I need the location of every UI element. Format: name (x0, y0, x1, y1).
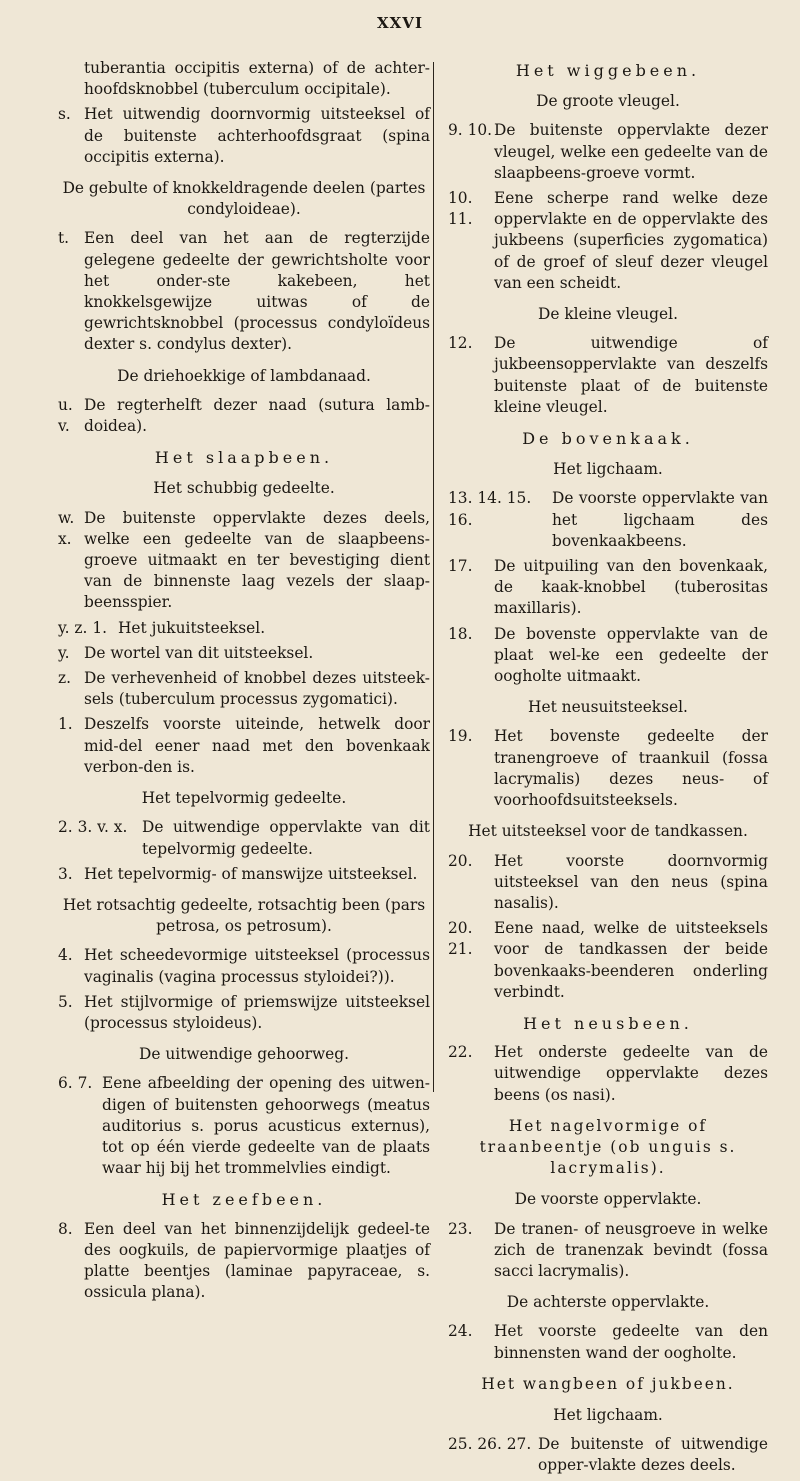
entry (448, 918, 768, 1003)
entry (448, 1219, 768, 1283)
entry (448, 1321, 768, 1363)
entry (58, 668, 430, 710)
entry (448, 488, 768, 552)
entry-number: 3. (58, 864, 73, 883)
entry-number: 20. 21. (448, 919, 473, 959)
entry (448, 1042, 768, 1106)
entry-text: De tranen- of neusgroeve in welke zich de tranenzak bevindt (fossa sacci lacrymalis). (494, 1219, 768, 1280)
entry (58, 395, 430, 437)
entry-number: s. (58, 105, 71, 124)
entry-number: u. v. (58, 395, 73, 436)
entry (58, 864, 430, 885)
entry (58, 228, 430, 355)
section-heading: Het ligchaam. (553, 460, 663, 479)
entry-number: 17. (448, 557, 473, 576)
entry-text: De uitwendige of jukbeensoppervlakte van deszelfs buitenste plaat of de buitenste kleine vleugel. (494, 334, 768, 416)
bone-heading: Het nagelvormige of traanbeentje (ob unguis s. lacrymalis). (479, 1116, 737, 1178)
section-heading: Het schubbig gedeelte. (153, 479, 335, 498)
entry (448, 624, 768, 688)
entry-text: Het bovenste gedeelte der tranengroeve of traankuil (fossa lacrymalis) dezes neus- of voorhoofdsuitsteeksels. (494, 727, 768, 810)
entry-text: Eene afbeelding der opening des uitwen-digen of buitensten gehoorwegs (meatus auditorius s. porus acusticus externus), tot op één vierde gedeelte van de plaats waar hij bij het trommelvlies eindigt. (102, 1074, 430, 1178)
section-heading: Het ligchaam. (553, 1405, 663, 1424)
entry-text: Het uitwendig doornvormig uitsteeksel of de buitenste achterhoofdsgraat (spina occipitis externa). (84, 105, 430, 166)
section-heading: De voorste oppervlakte. (514, 1190, 702, 1209)
entry-text: De uitwendige oppervlakte van dit tepelvormig gedeelte. (142, 818, 430, 858)
paragraph: tuberantia occipitis externa) of de achter-hoofdsknobbel (tuberculum occipitale). (84, 59, 430, 99)
entry-text: De wortel van dit uitsteeksel. (84, 643, 314, 662)
entry (448, 120, 768, 184)
entry-number: 2. 3. v. x. (58, 818, 128, 837)
column-divider (433, 62, 434, 1092)
entry-number: 9. 10. (448, 121, 493, 140)
entry-number: 10. 11. (448, 189, 473, 229)
section-heading: De gebulte of knokkeldragende deelen (partes condyloideae). (62, 179, 426, 219)
right-column (448, 58, 768, 1481)
entry-number: w. x. (58, 508, 75, 548)
bone-heading: Het wangbeen of jukbeen. (481, 1374, 735, 1393)
entry-text: De buitenste of uitwendige opper-vlakte dezes deels. (538, 1435, 768, 1475)
entry-number: 20. (448, 851, 473, 870)
entry-number: 5. (58, 992, 73, 1011)
entry-text: Een deel van het binnenzijdelijk gedeel-te des oogkuils, de papiervormige plaatjes of platte beentjes (laminae papyraceae, s. ossicula plana). (84, 1219, 430, 1302)
entry-text: Het voorste gedeelte van den binnensten wand der oogholte. (494, 1322, 768, 1362)
entry (58, 1073, 430, 1179)
section-heading: De achterste oppervlakte. (506, 1293, 710, 1312)
entry (58, 508, 430, 614)
entry-number: 23. (448, 1219, 473, 1238)
page-number: XXVI (377, 14, 423, 32)
entry-number: 18. (448, 624, 473, 643)
entry-text: De regterhelft dezer naad (sutura lamb-doidea). (84, 395, 430, 436)
bone-heading: Het zeefbeen. (161, 1190, 327, 1210)
entry-text: Het jukuitsteeksel. (118, 618, 266, 637)
bone-heading: Het slaapbeen. (154, 448, 334, 468)
entry-text: De buitenste oppervlakte dezes deels, welke een gedeelte van de slaapbeens-groeve uitmaakt en ter bevestiging dient van de binnenste laag vezels der slaap-beensspier. (84, 508, 430, 612)
entry (448, 1434, 768, 1476)
entry (448, 333, 768, 418)
entry (58, 643, 430, 664)
entry-text: Het stijlvormige of priemswijze uitsteeksel (processus styloideus). (84, 992, 430, 1032)
entry (58, 104, 430, 168)
entry-text: Het voorste doornvormig uitsteeksel van den neus (spina nasalis). (494, 851, 768, 912)
entry (448, 188, 768, 294)
entry-number: 19. (448, 727, 473, 746)
entry-text: Een deel van het aan de regterzijde gelegene gedeelte der gewrichtsholte voor het onder-ste kakebeen, het knokkelsgewijze uitwas of de gewrichtsknobbel (processus condyloïdeus dexter s. condylus dexter). (84, 229, 430, 354)
bone-heading: Het neusbeen. (523, 1013, 693, 1033)
section-heading: De groote vleugel. (536, 92, 680, 111)
section-heading: Het rotsachtig gedeelte, rotsachtig been (pars petrosa, os petrosum). (62, 895, 426, 936)
entry-number: 8. (58, 1219, 73, 1238)
entry-number: 4. (58, 946, 73, 965)
entry (58, 1219, 430, 1304)
section-heading: De driehoekkige of lambdanaad. (117, 366, 371, 385)
entry-number: 22. (448, 1043, 473, 1062)
entry-text: Eene scherpe rand welke deze oppervlakte en de oppervlakte des jukbeens (superficies zygomatica) of de groef of sleuf dezer vleugel van een scheidt. (494, 189, 768, 292)
entry-text: Deszelfs voorste uiteinde, hetwelk door mid-del eener naad met den bovenkaak verbon-den is. (84, 715, 430, 776)
entry-number: t. (58, 229, 70, 248)
entry (58, 618, 430, 639)
entry-number: z. (58, 669, 72, 688)
section-heading: Het uitsteeksel voor de tandkassen. (468, 822, 748, 841)
entry-text: De verhevenheid of knobbel dezes uitsteek-sels (tuberculum processus zygomatici). (84, 669, 430, 709)
entry-text: De buitenste oppervlakte dezer vleugel, welke een gedeelte van de slaapbeens-groeve vormt. (494, 121, 768, 182)
section-heading: Het neusuitsteeksel. (528, 698, 688, 717)
entry (58, 714, 430, 778)
entry-text: De uitpuiling van den bovenkaak, de kaak-knobbel (tuberositas maxillaris). (494, 557, 768, 618)
section-heading: Het tepelvormig gedeelte. (141, 789, 347, 808)
entry (448, 726, 768, 811)
entry (58, 992, 430, 1034)
entry-number: 24. (448, 1322, 473, 1341)
bone-heading: De bovenkaak. (522, 429, 694, 449)
bone-heading: Het wiggebeen. (515, 61, 701, 80)
entry-number: y. (58, 643, 70, 662)
entry (58, 817, 430, 859)
entry-text: Het tepelvormig- of manswijze uitsteeksel. (84, 864, 418, 883)
entry-number: 1. (58, 715, 73, 734)
entry-number: 25. 26. 27. (448, 1435, 532, 1454)
entry-number: 6. 7. (58, 1074, 93, 1093)
entry (448, 556, 768, 620)
section-heading: De uitwendige gehoorweg. (139, 1045, 349, 1064)
entry-text: De bovenste oppervlakte van de plaat wel-ke een gedeelte der oogholte uitmaakt. (494, 624, 768, 686)
entry-text: De voorste oppervlakte van het ligchaam des bovenkaakbeens. (552, 489, 768, 550)
entry-text: Eene naad, welke de uitsteeksels voor de tandkassen der beide bovenkaaks-beenderen onderling verbindt. (494, 919, 768, 1001)
entry-number: 13. 14. 15. 16. (448, 489, 532, 529)
section-heading: De kleine vleugel. (538, 305, 678, 324)
entry-number: 12. (448, 334, 473, 353)
entry-text: Het onderste gedeelte van de uitwendige oppervlakte dezes beens (os nasi). (494, 1043, 768, 1104)
entry (58, 945, 430, 987)
entry-text: Het scheedevormige uitsteeksel (processus vaginalis (vagina processus styloidei?)). (84, 946, 430, 986)
left-column (58, 58, 430, 1307)
entry-number: y. z. 1. (58, 618, 108, 637)
entry (448, 851, 768, 915)
